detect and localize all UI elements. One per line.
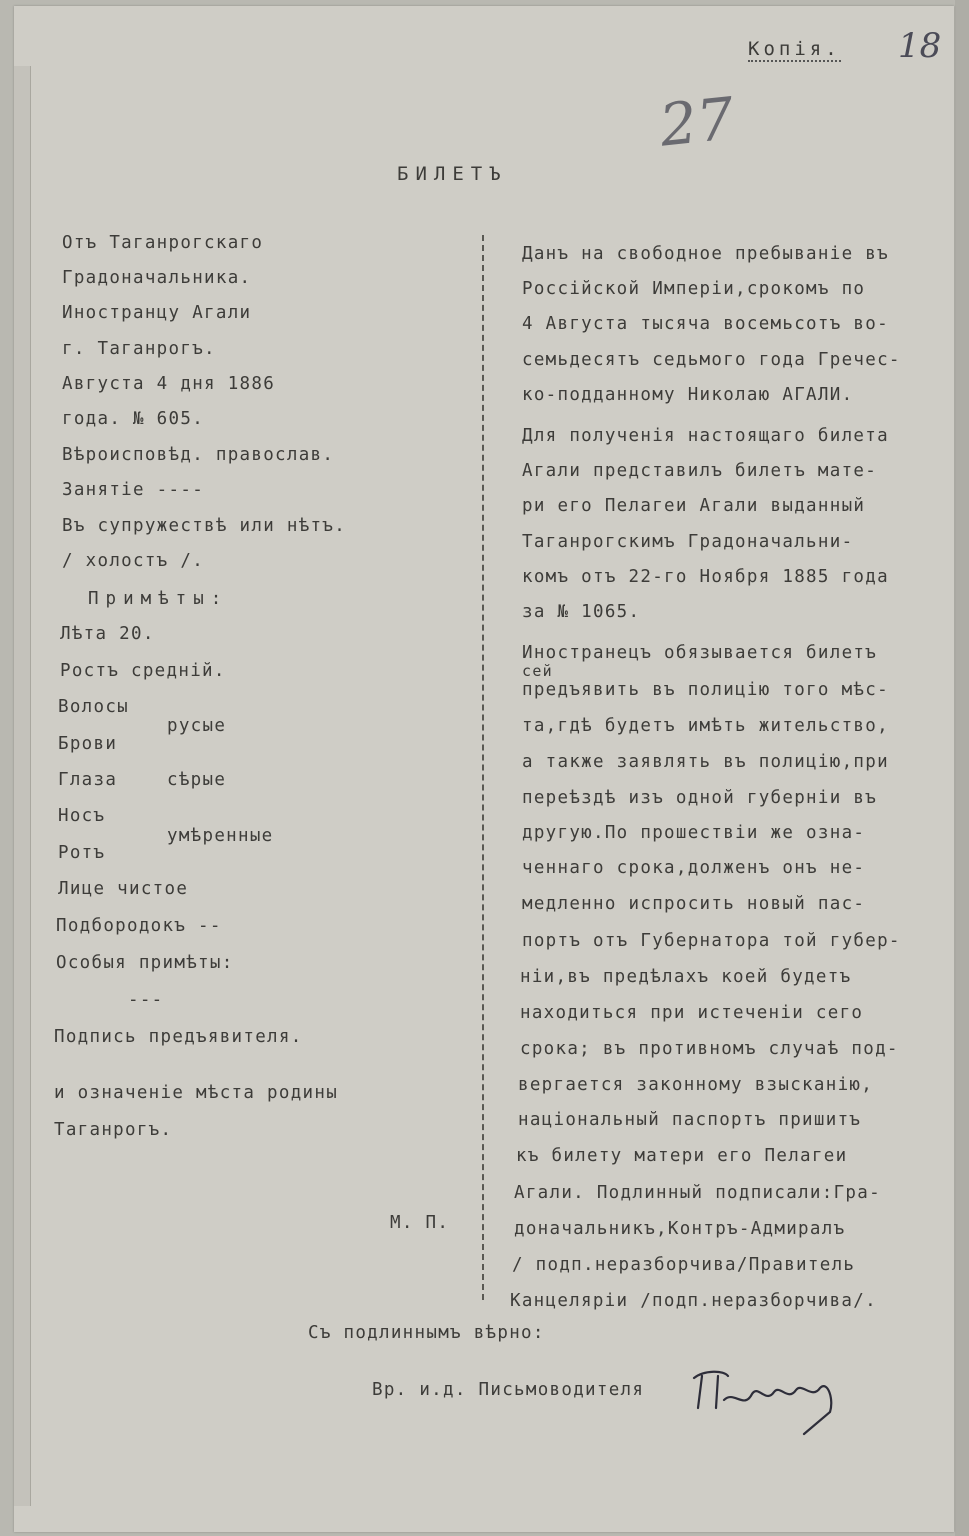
left-line: Особыя примѣты: xyxy=(56,953,234,973)
left-line: Носъ xyxy=(58,806,106,826)
left-line: Градоначальника. xyxy=(62,268,252,288)
left-line: Занятіе ---- xyxy=(62,480,205,500)
left-line: Вѣроисповѣд. православ. xyxy=(62,445,335,465)
right-line: Данъ на свободное пребываніе въ xyxy=(522,244,889,264)
left-line: Лѣта 20. xyxy=(60,624,155,644)
left-line: Ростъ средній. xyxy=(60,661,226,681)
right-line: срока; въ противномъ случаѣ под- xyxy=(520,1039,899,1059)
feature-nose-mouth: умѣренные xyxy=(167,826,274,846)
left-line: --- xyxy=(128,990,164,1010)
right-line: національный паспортъ пришитъ xyxy=(518,1110,862,1130)
left-line: Въ супружествѣ или нѣтъ. xyxy=(62,516,347,536)
underlying-page-edge xyxy=(955,0,969,1536)
right-line: Таганрогскимъ Градоначальни- xyxy=(522,532,854,552)
right-line: ко-подданному Николаю АГАЛИ. xyxy=(522,385,854,405)
left-line: Ротъ xyxy=(58,843,106,863)
left-line: года. № 605. xyxy=(62,409,205,429)
right-line: другую.По прошествіи же озна- xyxy=(522,823,866,843)
right-line: доначальникъ,Контръ-Адмиралъ xyxy=(514,1219,846,1239)
left-line: / холостъ /. xyxy=(62,551,205,571)
right-line: Для полученія настоящаго билета xyxy=(522,426,889,446)
signature-image xyxy=(684,1360,854,1448)
left-line: Брови xyxy=(58,734,118,754)
handwritten-mark: 27 xyxy=(656,84,738,160)
right-line: къ билету матери его Пелагеи xyxy=(516,1146,848,1166)
left-line: Августа 4 дня 1886 xyxy=(62,374,276,394)
certified-line: Съ подлиннымъ вѣрно: xyxy=(308,1323,545,1343)
right-line: 4 Августа тысяча восемьсотъ во- xyxy=(522,314,889,334)
left-line: Подпись предъявителя. xyxy=(54,1027,303,1047)
right-line: вергается законному взысканію, xyxy=(518,1075,874,1095)
binding-edge xyxy=(14,66,31,1506)
left-line: Примѣты: xyxy=(88,589,229,609)
left-line: Подбородокъ -- xyxy=(56,916,222,936)
left-line: Волосы xyxy=(58,697,130,717)
signature-stroke-icon xyxy=(684,1360,854,1440)
right-line: Агали. Подлинный подписали:Гра- xyxy=(514,1183,881,1203)
right-line: ніи,въ предѣлахъ коей будетъ xyxy=(520,967,852,987)
left-line: Иностранцу Агали xyxy=(62,303,252,323)
feature-hair-brows: русые xyxy=(167,716,227,736)
archive-number: 18 xyxy=(898,26,942,66)
right-line: а также заявлять въ полицію,при xyxy=(522,752,889,772)
right-line: ри его Пелагеи Агали выданный xyxy=(522,496,866,516)
seal-place: М. П. xyxy=(390,1213,450,1233)
right-line: Канцеляріи /подп.неразборчива/. xyxy=(510,1291,877,1311)
left-line: Лице чистое xyxy=(58,879,189,899)
copy-label: Копія. xyxy=(748,38,841,60)
right-line: Иностранецъ обязывается билетъ xyxy=(522,643,878,663)
left-line: г. Таганрогъ. xyxy=(62,339,216,359)
left-line: Таганрогъ. xyxy=(54,1120,173,1140)
document-title: БИЛЕТЪ xyxy=(397,163,508,185)
right-line: та,гдѣ будетъ имѣть жительство, xyxy=(522,716,889,736)
right-line: медленно испросить новый пас- xyxy=(522,894,866,914)
inserted-word: сей xyxy=(522,662,553,680)
right-line: переѣздѣ изъ одной губерніи въ xyxy=(522,788,878,808)
column-divider xyxy=(482,235,484,1300)
left-line: Глаза xyxy=(58,770,118,790)
right-line: Россійской Имперіи,срокомъ по xyxy=(522,279,866,299)
right-line: за № 1065. xyxy=(522,602,641,622)
right-line: / подп.неразборчива/Правитель xyxy=(512,1255,856,1275)
right-line: ченнаго срока,долженъ онъ не- xyxy=(522,858,866,878)
right-line: предъявить въ полицію того мѣс- xyxy=(522,680,889,700)
left-line: Отъ Таганрогскаго xyxy=(62,233,264,253)
official-title: Вр. и.д. Письмоводителя xyxy=(372,1380,645,1400)
right-line: портъ отъ Губернатора той губер- xyxy=(522,931,901,951)
left-line: и означеніе мѣста родины xyxy=(54,1083,339,1103)
feature-eyes: сѣрые xyxy=(167,770,227,790)
right-line: комъ отъ 22-го Ноября 1885 года xyxy=(522,567,889,587)
right-line: находиться при истеченіи сего xyxy=(520,1003,864,1023)
right-line: Агали представилъ билетъ мате- xyxy=(522,461,878,481)
right-line: семьдесятъ седьмого года Гречес- xyxy=(522,350,901,370)
